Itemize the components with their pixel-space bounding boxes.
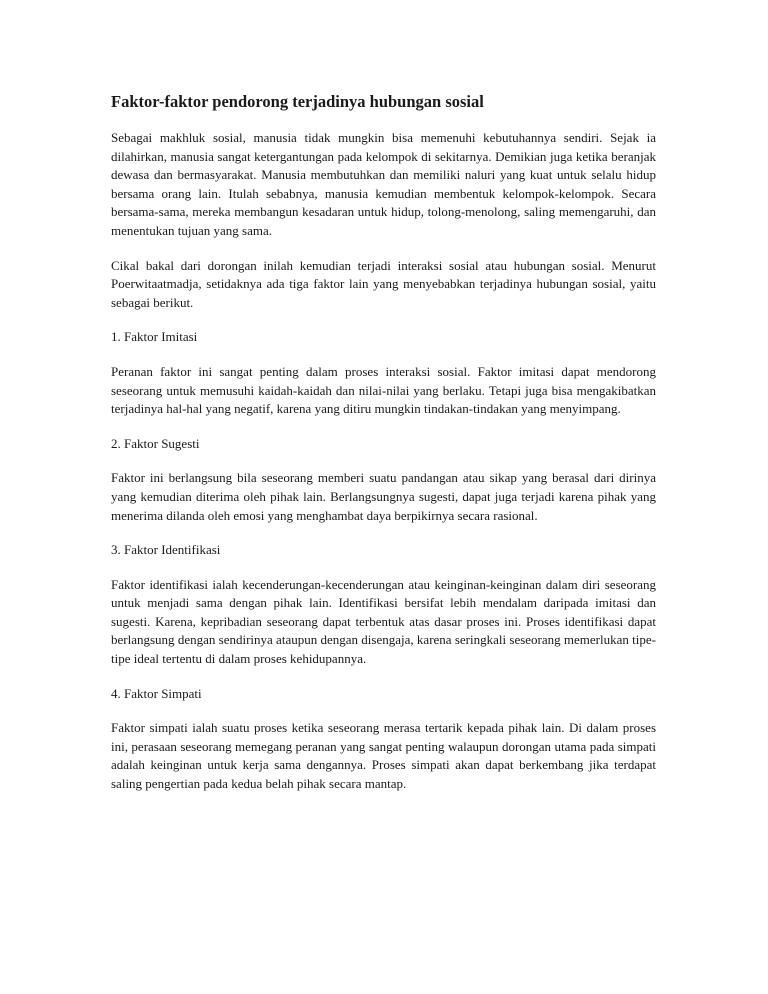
section-text-sugesti: Faktor ini berlangsung bila seseorang memberi suatu pandangan atau sikap yang berasal dari dirinya yang kemudian diterima oleh pihak lain. Berlangsungnya sugesti, dapat juga terjadi karena pihak yang menerima dilanda oleh emosi yang menghambat daya berpikirnya secara rasional. bbox=[111, 470, 656, 523]
section-heading-imitasi: 1. Faktor Imitasi bbox=[111, 329, 198, 345]
intro-paragraph-1: Sebagai makhluk sosial, manusia tidak mungkin bisa memenuhi kebutuhannya sendiri. Sejak ia dilahirkan, manusia sangat ketergantungan pada kelompok di sekitarnya. Demikian juga ketika beranjak dewasa dan bermasyarakat. Manusia membutuhkan dan memiliki naluri yang kuat untuk selalu hidup bersama orang lain. Itulah sebabnya, manusia kemudian membentuk kelompok-kelompok. Secara bersama-sama, mereka membangun kesadaran untuk hidup, tolong-menolong, saling memengaruhi, dan menentukan tujuan yang sama. bbox=[111, 130, 656, 238]
document-title: Faktor-faktor pendorong terjadinya hubungan sosial bbox=[111, 92, 484, 111]
intro-paragraph-2: Cikal bakal dari dorongan inilah kemudian terjadi interaksi sosial atau hubungan sosial. Menurut Poerwitaatmadja, setidaknya ada tiga faktor lain yang menyebabkan terjadinya hubungan sosial, yaitu sebagai berikut. bbox=[111, 257, 656, 310]
section-heading-identifikasi: 3. Faktor Identifikasi bbox=[111, 542, 221, 558]
section-text-simpati: Faktor simpati ialah suatu proses ketika seseorang merasa tertarik kepada pihak lain. Di dalam proses ini, perasaan seseorang memegang peranan yang sangat penting walaupun dorongan utama pada simpati adalah keinginan untuk kerja sama dengannya. Proses simpati akan dapat berkembang jika terdapat saling pengertian pada kedua belah pihak secara mantap. bbox=[111, 720, 656, 792]
section-text-imitasi: Peranan faktor ini sangat penting dalam proses interaksi sosial. Faktor imitasi dapat mendorong seseorang untuk memusuhi kaidah-kaidah dan nilai-nilai yang berlaku. Tetapi juga bisa mengakibatkan terjadinya hal-hal yang negatif, karena yang ditiru mungkin tindakan-tindakan yang menyimpang. bbox=[111, 363, 656, 417]
section-text-identifikasi: Faktor identifikasi ialah kecenderungan-kecenderungan atau keinginan-keinginan dalam diri seseorang untuk menjadi sama dengan pihak lain. Identifikasi bersifat lebih mendalam daripada imitasi dan sugesti. Karena, kepribadian seseorang dapat terbentuk atas dasar proses ini. Proses identifikasi dapat berlangsung dengan sendirinya ataupun dengan disengaja, karena seringkali seseorang memerlukan tipe-tipe ideal tertentu di dalam proses kehidupannya. bbox=[111, 576, 656, 667]
section-heading-simpati: 4. Faktor Simpati bbox=[111, 685, 202, 701]
document-page bbox=[111, 92, 656, 810]
section-heading-sugesti: 2. Faktor Sugesti bbox=[111, 435, 200, 451]
